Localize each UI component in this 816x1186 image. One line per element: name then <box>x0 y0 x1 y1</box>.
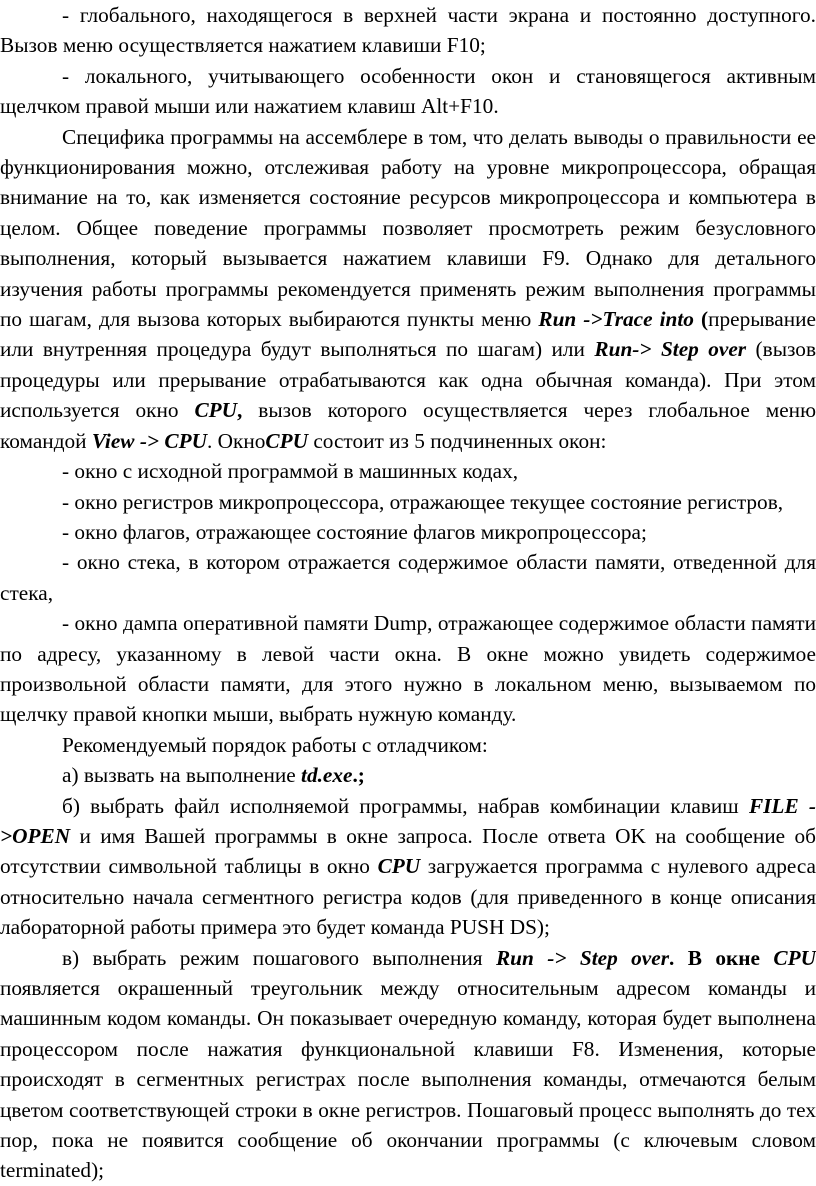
paragraph-text: - окно регистров микропроцессора, отражающее текущее состояние регистров, <box>62 489 784 514</box>
text-run: в) выбрать режим пошагового выполнения <box>62 945 496 970</box>
text-run: (вызов процедуры или прерывание отрабатываются как одна обычная команда). При этом используется окно <box>0 337 816 423</box>
text-run: загружается программа с нулевого адреса относительно начала сегментного регистра кодов (для приведенного в конце описания лабораторной работы примера это будет команда PUSH DS); <box>0 854 816 940</box>
step-b <box>0 791 816 943</box>
menu-command-file-open: FILE ->OPEN <box>0 793 816 848</box>
text-run: прерывание или внутренняя процедура будут выполняться по шагам) или <box>0 307 816 362</box>
list-item-flags-window <box>0 517 816 547</box>
cpu-window-name: CPU <box>265 428 309 453</box>
cpu-window-name: CPU <box>773 945 816 970</box>
paragraph-procedure-heading <box>0 730 816 760</box>
text-run: состоит из 5 подчиненных окон: <box>308 428 607 453</box>
cpu-window-name: CPU <box>377 854 421 879</box>
text-run: .; <box>352 763 365 788</box>
step-a <box>0 760 816 790</box>
file-name: td.exe <box>301 763 353 788</box>
text-run: Специфика программы на ассемблере в том, что делать выводы о правильности ее функционирования можно, отслеживая работу на уровне микропроцессора, обращая внимание на то, как изменяется состояние ресурсов микропроцессора и компьютера в целом. Общее поведение программы позволяет просмотреть режим безусловного выполнения, который вызывается нажатием клавиши F9. Однако для детального изучения работы программы рекомендуется применять режим выполнения программы по шагам, для вызова которых выбираются пункты меню <box>0 124 816 332</box>
paragraph-text: - локального, учитывающего особенности окон и становящегося активным щелчком правой мыши или нажатием клавиш Alt+F10. <box>0 63 816 119</box>
paragraph-text: Рекомендуемый порядок работы с отладчиком: <box>62 732 488 757</box>
text-run: ( <box>693 307 709 332</box>
text-run: б) выбрать файл исполняемой программы, набрав комбинации клавиш <box>62 793 749 818</box>
text-run: . В окне <box>669 945 774 970</box>
list-item-code-window <box>0 456 816 486</box>
menu-command-step-over: Run -> Step over <box>495 945 669 970</box>
list-item-stack-window <box>0 547 816 608</box>
paragraph-text: - окно с исходной программой в машинных кодах, <box>62 459 519 484</box>
list-item-registers-window <box>0 487 816 517</box>
menu-command-step-over: Run-> Step over <box>594 337 747 362</box>
text-run: вызов которого осуществляется через глобальное меню командой <box>0 398 816 453</box>
text-run: . Окно <box>206 428 266 453</box>
menu-command-trace-into: Run ->Trace into <box>538 307 694 332</box>
text-run: а) вызвать на выполнение <box>62 763 302 788</box>
paragraph-text: - глобального, находящегося в верхней части экрана и постоянно доступного. Вызов меню осуществляется нажатием клавиши F10; <box>0 3 816 58</box>
list-item-dump-window <box>0 608 816 730</box>
cpu-window-name: CPU <box>194 398 238 423</box>
text-run: и имя Вашей программы в окне запроса. После ответа OK на сообщение об отсутствии символьной таблицы в окно <box>0 823 816 879</box>
text-run: появляется окрашенный треугольник между относительным адресом команды и машинным кодом команды. Он показывает очередную команду, которая будет выполнена процессором после нажатия функциональной клавиши F8. Изменения, которые происходят в сегментных регистрах после выполнения команды, отмечаются белым цветом соответствующей строки в окне регистров. Пошаговый процесс выполнять до тех пор, пока не появится сообщение об окончании программы (с ключевым словом terminated); <box>0 976 816 1183</box>
paragraph-text: - окно стека, в котором отражается содержимое области памяти, отведенной для стека, <box>0 550 816 605</box>
paragraph-text: - окно флагов, отражающее состояние флагов микропроцессора; <box>62 519 647 544</box>
paragraph-assembler-specifics <box>0 122 816 456</box>
paragraph-text: - окно дампа оперативной памяти Dump, отражающее содержимое области памяти по адресу, указанному в левой части окна. В окне можно увидеть содержимое произвольной области памяти, для этого нужно в локальном меню, вызываемом по щелчку правой кнопки мыши, выбрать нужную команду. <box>0 611 816 727</box>
step-c <box>0 943 816 1186</box>
menu-command-view-cpu: View -> CPU <box>91 428 207 453</box>
paragraph-global-menu <box>0 0 816 61</box>
paragraph-local-menu <box>0 61 816 122</box>
text-run: , <box>237 398 259 423</box>
